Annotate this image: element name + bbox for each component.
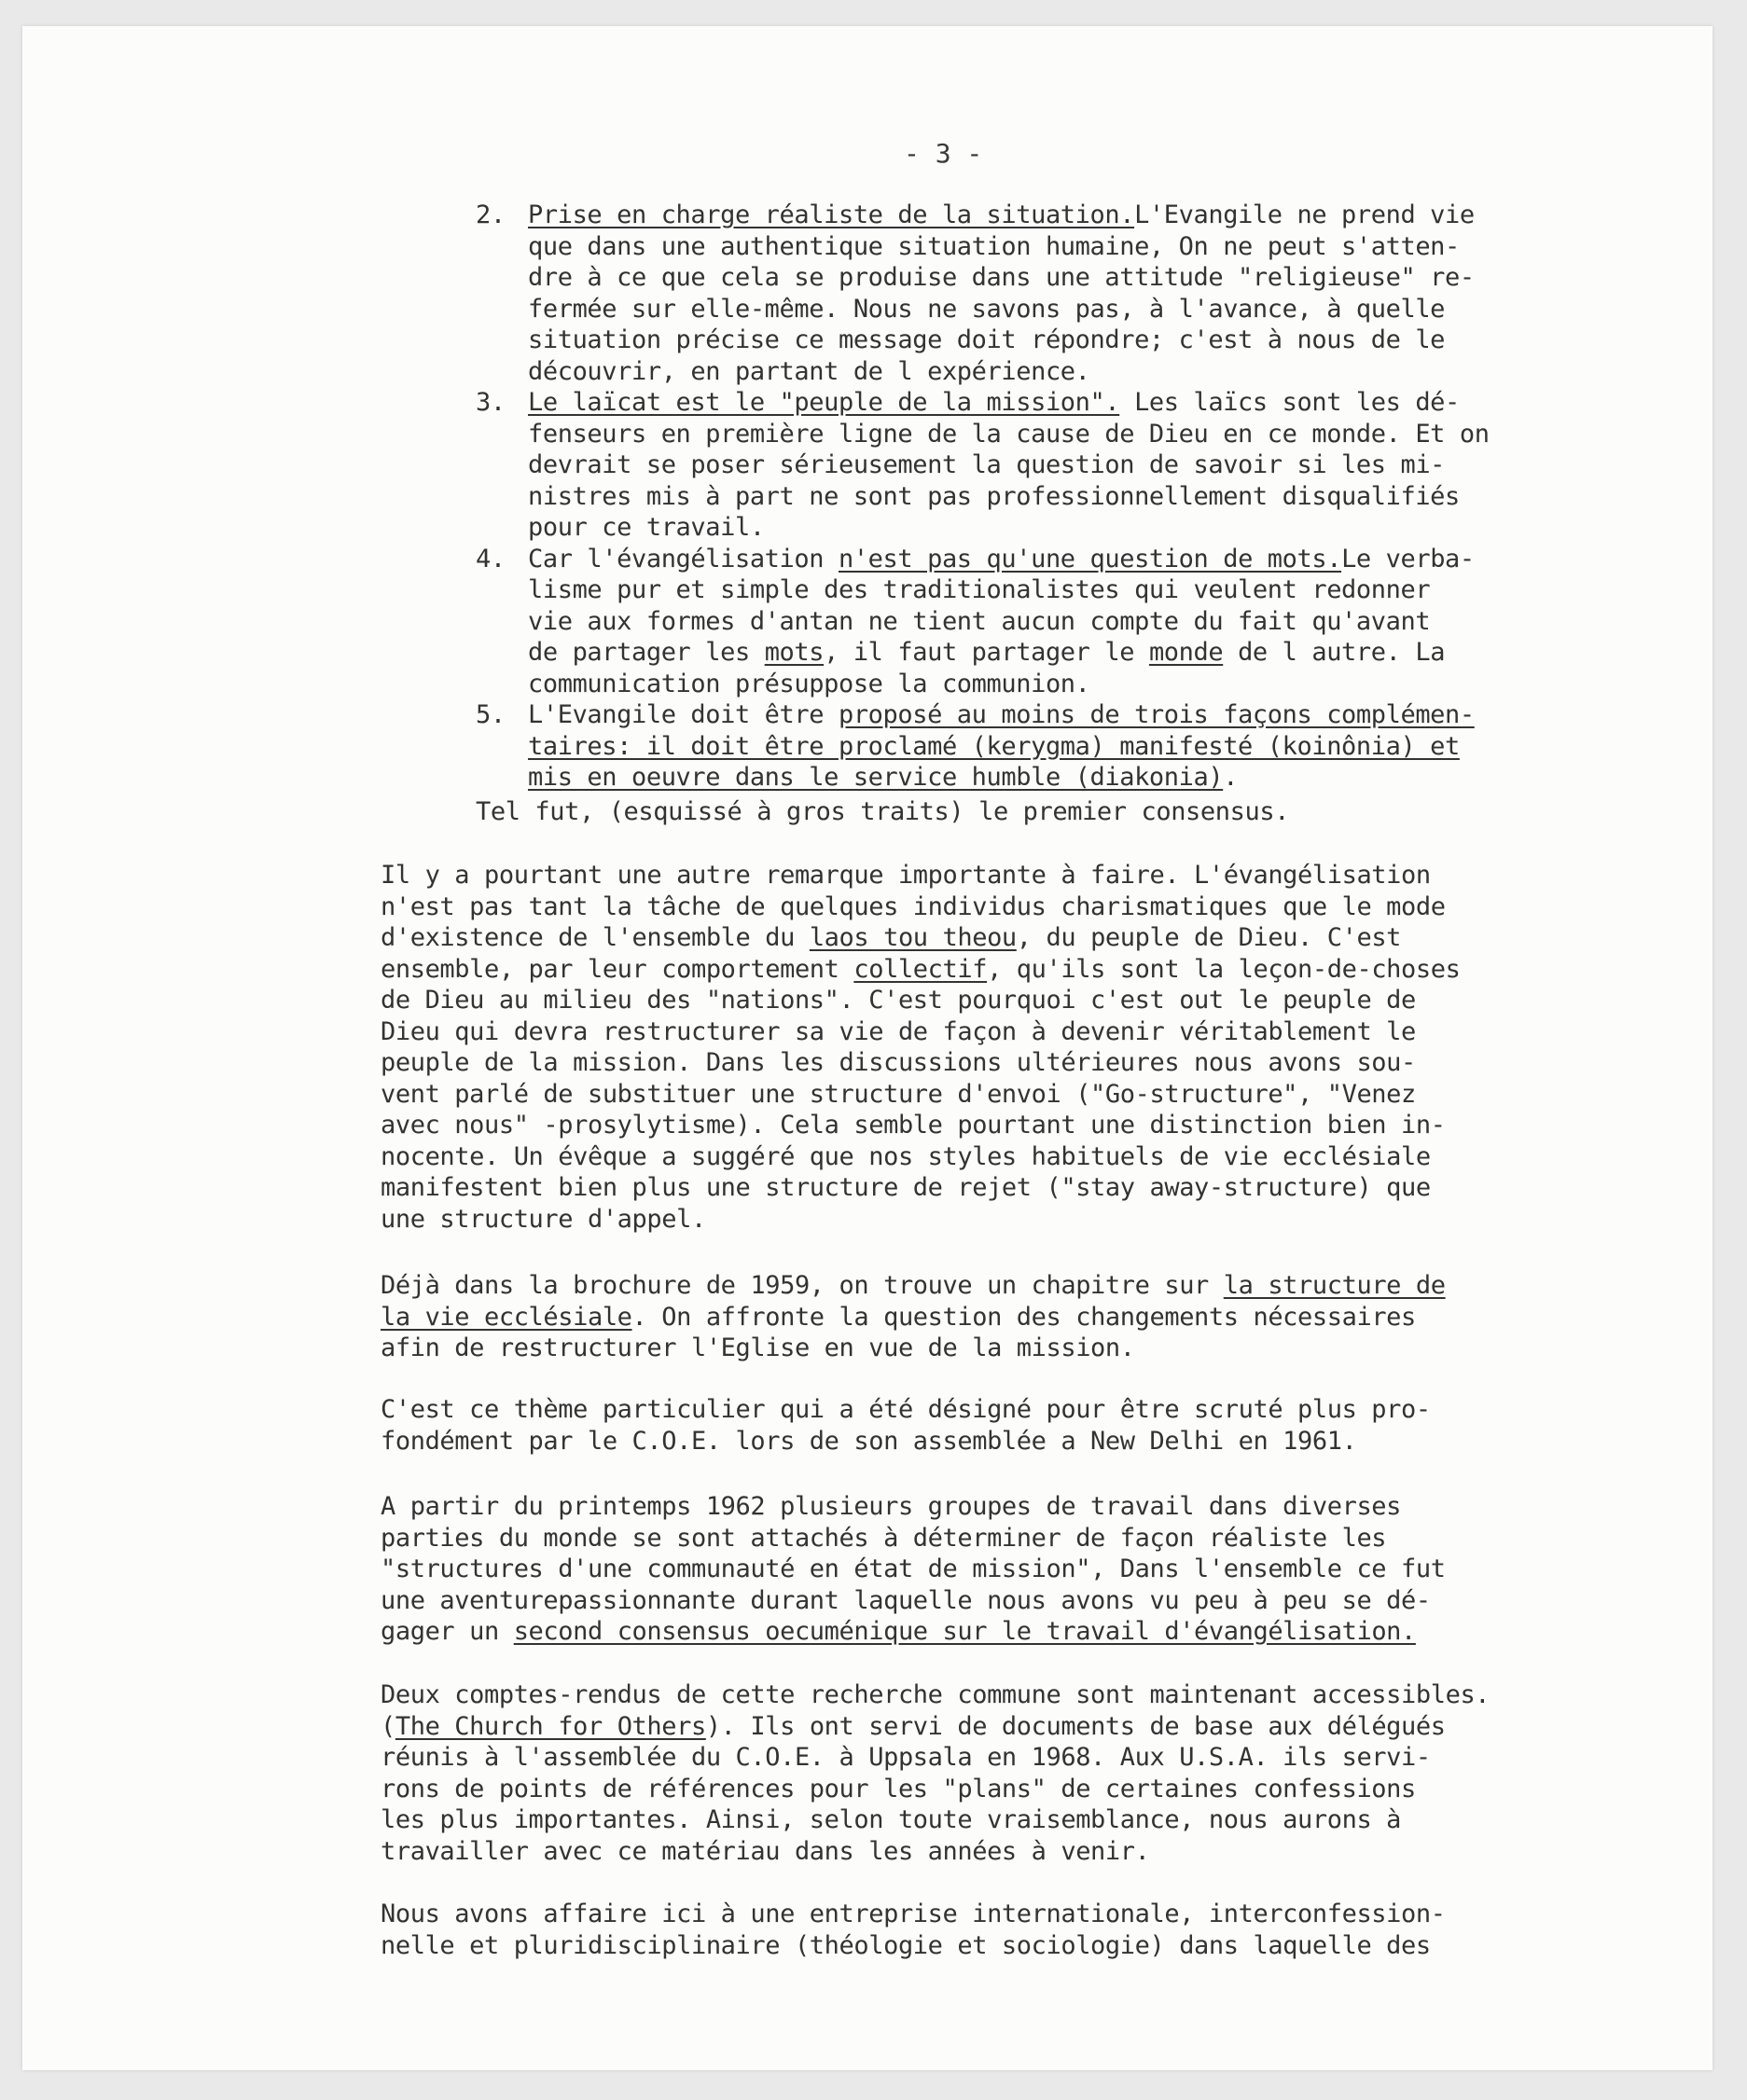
underlined-text: taires: il doit être proclamé (kerygma) manifesté (koinônia) et [528,731,1460,761]
text-span: ensemble, par leur comportement [381,954,854,984]
text-line: parties du monde se sont attachés à déterminer de façon réaliste les [381,1523,1387,1553]
text-span: ). Ils ont servi de documents de base aux délégués [705,1711,1446,1741]
list-item-number: 5. [476,700,506,729]
text-line [381,1711,1490,1743]
text-line [381,1302,1446,1333]
text-line: dre à ce que cela se produise dans une attitude "religieuse" re- [528,263,1475,292]
underlined-text: proposé au moins de trois façons complémen- [838,700,1475,729]
text-line: peuple de la mission. Dans les discussions ultérieures nous avons sou- [381,1048,1416,1077]
text-line: A partir du printemps 1962 plusieurs groupes de travail dans diverses [381,1492,1402,1521]
text-line: nelle et pluridisciplinaire (théologie et sociologie) dans laquelle des [381,1930,1431,1960]
text-line [528,699,1614,731]
text-line: fermée sur elle-même. Nous ne savons pas, à l'avance, à quelle [528,294,1446,324]
text-line: de Dieu au milieu des "nations". C'est pourquoi c'est out le peuple de [381,986,1416,1015]
underlined-text: The Church for Others [395,1711,706,1741]
paragraph [381,1270,1446,1364]
text-line: Dieu qui devra restructurer sa vie de façon à devenir véritablement le [381,1016,1416,1046]
text-line: pour ce travail. [528,513,765,542]
list-item [476,200,1614,387]
page-number: - 3 - [904,138,983,169]
text-line: découvrir, en partant de l expérience. [528,356,1090,386]
text-line: rons de points de références pour les "plans" de certaines confessions [381,1774,1416,1803]
text-line: "structures d'une communauté en état de mission", Dans l'ensemble ce fut [381,1554,1446,1583]
text-line: n'est pas tant la tâche de quelques individus charismatiques que le mode [381,891,1446,921]
text-line: nocente. Un évêque a suggéré que nos styles habituels de vie ecclésiale [381,1141,1431,1171]
text-line: afin de restructurer l'Eglise en vue de la mission. [381,1333,1135,1362]
text-line: situation précise ce message doit répondre; c'est à nous de le [528,325,1446,354]
text-line: que dans une authentique situation humaine, On ne peut s'atten- [528,231,1460,261]
text-line [381,1616,1446,1648]
underlined-text: Le laïcat est le "peuple de la mission". [528,388,1120,417]
text-line: une aventurepassionnante durant laquelle nous avons vu peu à peu se dé- [381,1585,1431,1615]
text-line: Il y a pourtant une autre remarque importante à faire. L'évangélisation [381,861,1431,890]
text-line: C'est ce thème particulier qui a été désigné pour être scruté plus pro- [381,1395,1431,1424]
text-line: vie aux formes d'antan ne tient aucun compte du fait qu'avant [528,606,1431,636]
text-span: Déjà dans la brochure de 1959, on trouve un chapitre sur [381,1271,1224,1300]
underlined-text: mots [764,638,825,667]
text-line [381,922,1460,954]
text-span: L'Evangile doit être [528,700,839,729]
paragraph [381,860,1460,1235]
typed-page [22,26,1712,2070]
closing-line: Tel fut, (esquissé à gros traits) le premier consensus. [476,797,1290,826]
underlined-text: n'est pas qu'une question de mots. [838,544,1342,573]
text-line: avec nous" -prosylytisme). Cela semble pourtant une distinction bien in- [381,1111,1446,1140]
underlined-text: second consensus oecuménique sur le travail d'évangélisation. [513,1617,1416,1646]
list-item-number: 4. [476,544,506,573]
text-span: , qu'ils sont la leçon-de-choses [987,954,1461,984]
underlined-text: laos tou theou [809,923,1017,952]
underlined-text: Prise en charge réaliste de la situation. [528,200,1135,229]
list-item [476,544,1614,700]
text-span: Le verba- [1341,544,1475,573]
text-line: devrait se poser sérieusement la question de savoir si les mi- [528,450,1446,479]
text-line: manifestent bien plus une structure de rejet ("stay away-structure) que [381,1173,1431,1202]
text-line [381,954,1460,986]
underlined-text: la structure de [1223,1271,1446,1300]
text-line: vent parlé de substituer une structure d'envoi ("Go-structure", "Venez [381,1079,1416,1109]
text-line: une structure d'appel. [381,1204,706,1234]
underlined-text: collectif [853,954,988,984]
text-line [381,1270,1446,1302]
list-item [476,387,1614,544]
list-item [476,699,1614,794]
list-item-number: 2. [476,200,506,229]
text-line: Deux comptes-rendus de cette recherche commune sont maintenant accessibles. [381,1680,1490,1709]
text-span: . [1223,763,1239,792]
text-line: fenseurs en première ligne de la cause de Dieu en ce monde. Et on [528,419,1490,449]
underlined-text: la vie ecclésiale [381,1302,632,1332]
text-span: Les laïcs sont les dé- [1119,388,1460,417]
text-line [528,200,1614,231]
text-line: travailler avec ce matériau dans les années à venir. [381,1836,1150,1866]
text-line [528,731,1614,763]
text-line: communication présuppose la communion. [528,669,1090,698]
text-line [528,387,1614,419]
text-span: , du peuple de Dieu. C'est [1016,923,1402,952]
numbered-list [476,200,1614,794]
text-line [528,544,1614,575]
text-line: nistres mis à part ne sont pas professionnellement disqualifiés [528,481,1460,511]
underlined-text: mis en oeuvre dans le service humble (diakonia) [528,763,1224,792]
paragraph [381,1679,1490,1867]
text-line: les plus importantes. Ainsi, selon toute vraisemblance, nous aurons à [381,1805,1402,1834]
text-span: Car l'évangélisation [528,544,839,573]
text-span: ( [381,1711,395,1741]
paragraph [381,1394,1431,1457]
text-span: . On affronte la question des changements nécessaires [631,1302,1416,1332]
text-span: de partager les [528,638,765,667]
text-span: , il faut partager le [824,638,1149,667]
text-span: gager un [381,1617,514,1646]
paragraph [381,1899,1446,1961]
text-span: de l autre. La [1223,638,1446,667]
text-line: lisme pur et simple des traditionalistes qui veulent redonner [528,575,1431,604]
text-line [528,637,1614,669]
text-span: L'Evangile ne prend vie [1134,200,1475,229]
paragraph [381,1491,1446,1648]
list-item-number: 3. [476,388,506,417]
text-line: réunis à l'assemblée du C.O.E. à Uppsala en 1968. Aux U.S.A. ils servi- [381,1743,1431,1772]
text-line: Nous avons affaire ici à une entreprise internationale, interconfession- [381,1900,1446,1928]
text-span: d'existence de l'ensemble du [381,923,810,952]
text-line: fondément par le C.O.E. lors de son assemblée a New Delhi en 1961. [381,1426,1357,1456]
text-line [528,762,1614,794]
underlined-text: monde [1148,638,1224,667]
